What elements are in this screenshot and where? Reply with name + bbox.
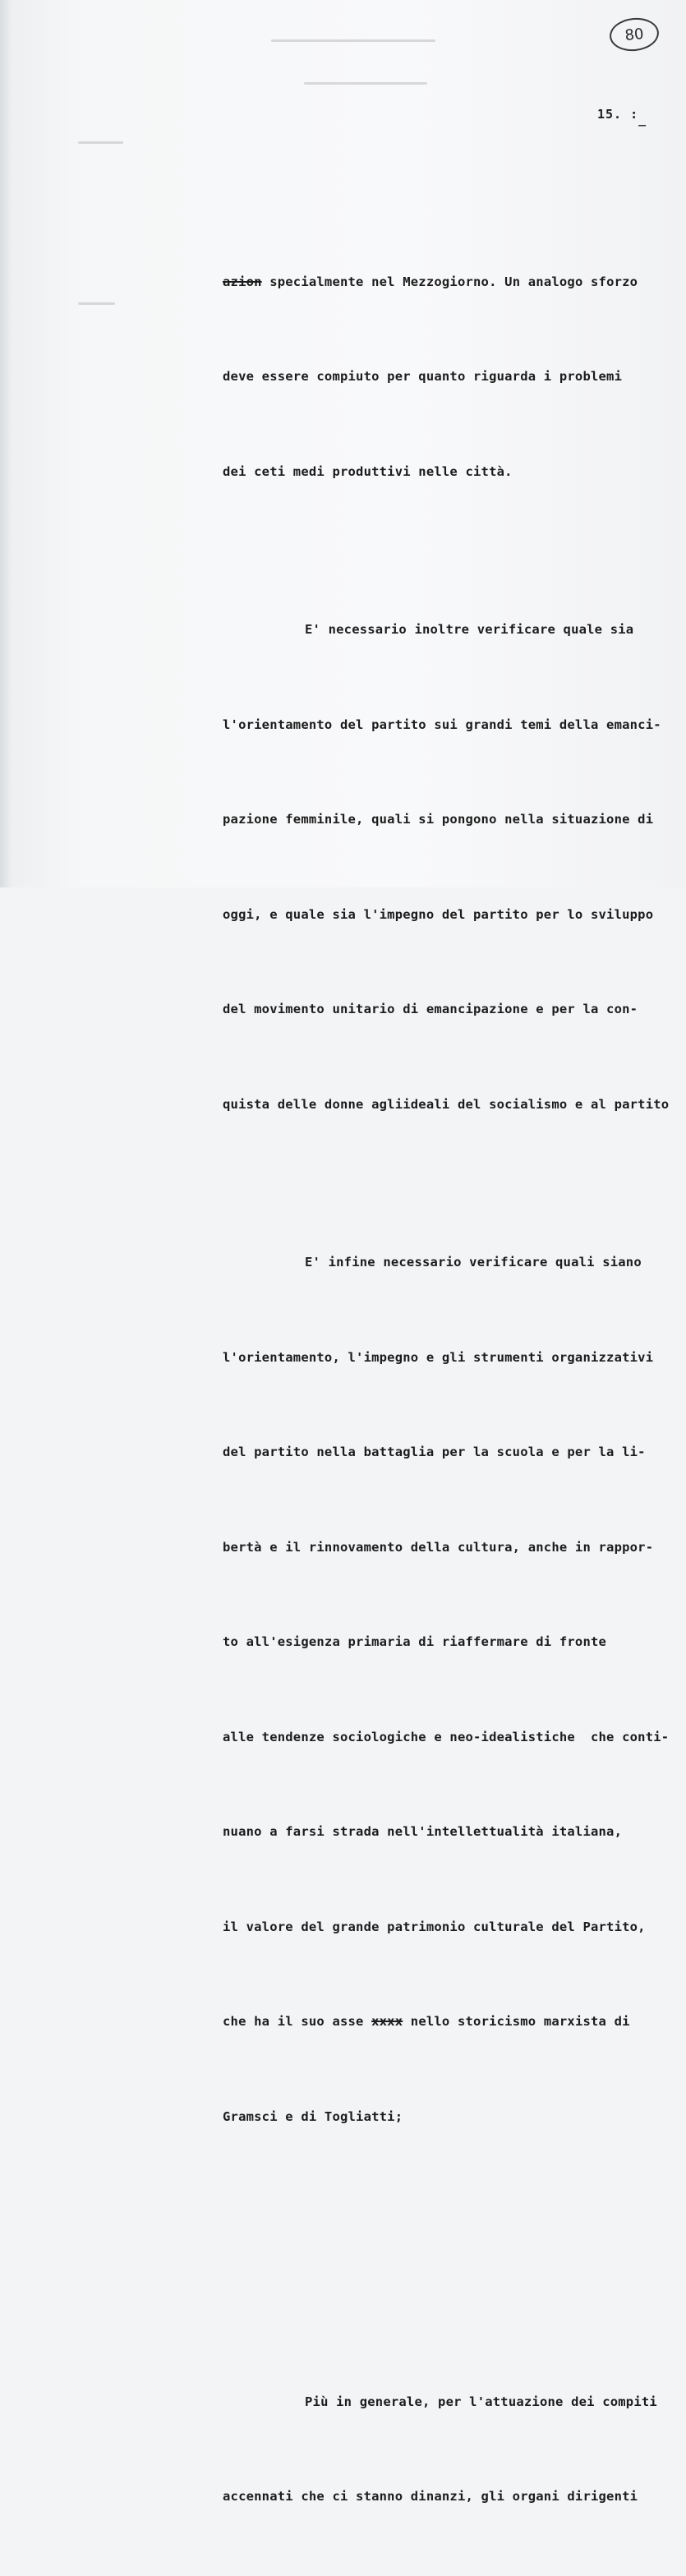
text-line: accennati che ci stanno dinanzi, gli organi dirigenti: [223, 2489, 638, 2504]
text-line: Più in generale, per l'attuazione dei compiti: [305, 2394, 657, 2409]
text-line: alle tendenze sociologiche e neo-idealistiche che conti-: [223, 1729, 670, 1744]
text-line: E' infine necessario verificare quali siano: [305, 1255, 642, 1270]
text-line: pazione femminile, quali si pongono nella situazione di: [223, 812, 654, 827]
struck-word: azion: [223, 274, 262, 289]
text-line: bertà e il rinnovamento della cultura, anche in rappor-: [223, 1539, 654, 1555]
bleed-mark: [304, 82, 427, 85]
text-line: l'orientamento del partito sui grandi temi della emanci-: [223, 717, 661, 732]
stamp-label: 80: [624, 25, 645, 44]
text-line: del partito nella battaglia per la scuola e per la li-: [223, 1445, 646, 1459]
text-line: dei ceti medi produttivi nelle città.: [223, 463, 513, 479]
text-line: E' necessario inoltre verificare quale sia: [305, 622, 634, 637]
paragraph-gap: [223, 2228, 683, 2260]
text-line: nuano a farsi strada nell'intellettualità italiana,: [223, 1824, 623, 1839]
text-line: il valore del grande patrimonio culturale del Partito,: [223, 1919, 646, 1934]
text-line: oggi, e quale sia l'impegno del partito per lo sviluppo: [223, 906, 654, 922]
text-line: to all'esigenza primaria di riaffermare di fronte: [223, 1634, 607, 1649]
page-number: 15. :_: [597, 107, 647, 127]
text-line: l'orientamento, l'impegno e gli strumenti organizzativi: [223, 1349, 654, 1365]
body-text: [223, 171, 683, 2576]
text-line: del movimento unitario di emancipazione e per la con-: [223, 1002, 638, 1016]
struck-word: xxxx: [371, 2014, 403, 2029]
text-line: deve essere compiuto per quanto riguarda i problemi: [223, 369, 623, 384]
bleed-mark: [271, 39, 435, 42]
text-line: quista delle donne agliideali del socialismo e al partito: [223, 1096, 670, 1112]
text-line: che ha il suo asse xxxx nello storicismo marxista di: [223, 2014, 630, 2029]
bleed-mark: [78, 141, 123, 144]
text-line: Gramsci e di Togliatti;: [223, 2108, 403, 2124]
page-edge-shadow: [0, 0, 12, 887]
text-line: azion specialmente nel Mezzogiorno. Un analogo sforzo: [223, 274, 638, 289]
archive-stamp: [608, 16, 661, 53]
bleed-mark: [78, 302, 115, 305]
